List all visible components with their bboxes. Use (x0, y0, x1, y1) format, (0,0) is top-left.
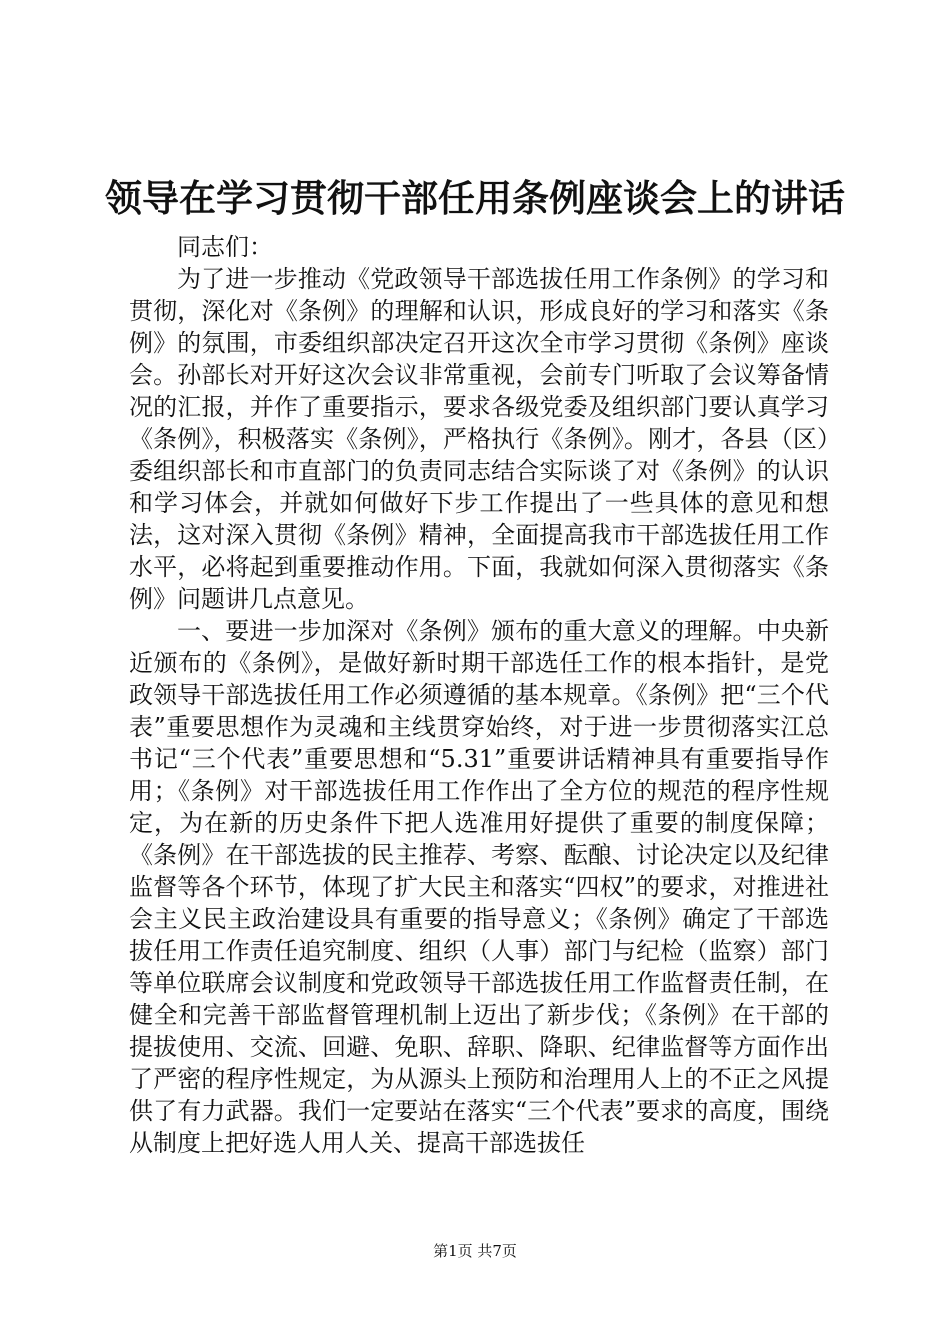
page-number-footer: 第1页 共7页 (433, 1242, 517, 1260)
document-body (129, 231, 829, 1159)
paragraph-section-one: 一、要进一步加深对《条例》颁布的重大意义的理解。中央新近颁布的《条例》，是做好新时期干部选任工作的根本指针，是党政领导干部选拔任用工作必须遵循的基本规章。《条例》把“三个代表”重要思想作为灵魂和主线贯穿始终，对于进一步贯彻落实江总书记“三个代表”重要思想和“5.31”重要讲话精神具有重要指导作用；《条例》对干部选拔任用工作作出了全方位的规范的程序性规定，为在新的历史条件下把人选准用好提供了重要的制度保障；《条例》在干部选拔的民主推荐、考察、酝酿、讨论决定以及纪律监督等各个环节，体现了扩大民主和落实“四权”的要求，对推进社会主义民主政治建设具有重要的指导意义；《条例》确定了干部选拔任用工作责任追究制度、组织（人事）部门与纪检（监察）部门等单位联席会议制度和党政领导干部选拔任用工作监督责任制，在健全和完善干部监督管理机制上迈出了新步伐；《条例》在干部的提拔使用、交流、回避、免职、辞职、降职、纪律监督等方面作出了严密的程序性规定，为从源头上预防和治理用人上的不正之风提供了有力武器。我们一定要站在落实“三个代表”要求的高度，围绕从制度上把好选人用人关、提高干部选拔任 (129, 617, 829, 1157)
paragraph-intro: 为了进一步推动《党政领导干部选拔任用工作条例》的学习和贯彻，深化对《条例》的理解和认识，形成良好的学习和落实《条例》的氛围，市委组织部决定召开这次全市学习贯彻《条例》座谈会。孙部长对开好这次会议非常重视，会前专门听取了会议筹备情况的汇报，并作了重要指示，要求各级党委及组织部门要认真学习《条例》，积极落实《条例》，严格执行《条例》。刚才，各县（区）委组织部长和市直部门的负责同志结合实际谈了对《条例》的认识和学习体会，并就如何做好下步工作提出了一些具体的意见和想法，这对深入贯彻《条例》精神，全面提高我市干部选拔任用工作水平，必将起到重要推动作用。下面，我就如何深入贯彻落实《条例》问题讲几点意见。 (129, 265, 829, 613)
document-title: 领导在学习贯彻干部任用条例座谈会上的讲话 (105, 176, 845, 220)
salutation: 同志们： (177, 233, 273, 261)
